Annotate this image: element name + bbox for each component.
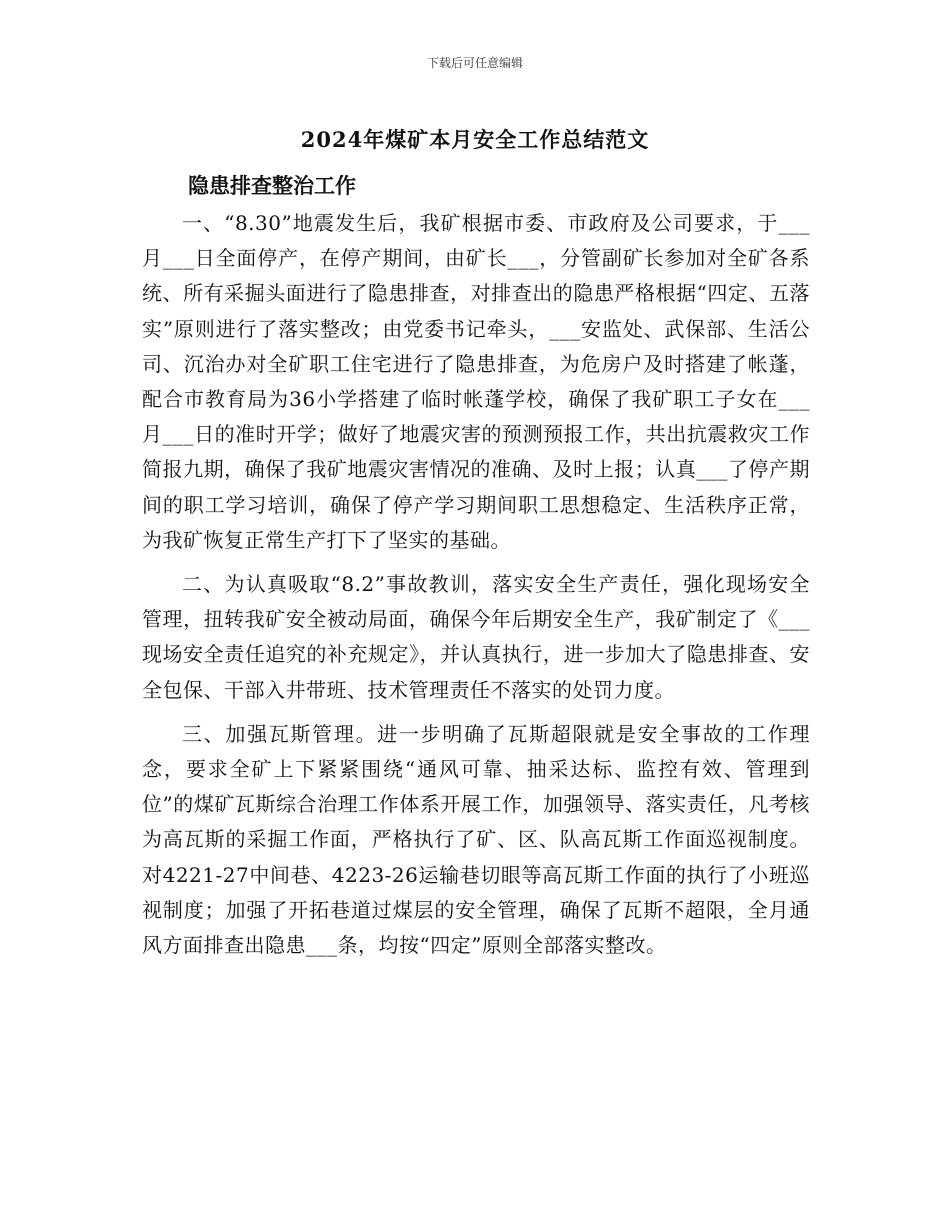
document-body <box>142 206 810 963</box>
header-note: 下载后可任意编辑 <box>426 56 523 70</box>
paragraph-1: 一、“8.30”地震发生后，我矿根据市委、市政府及公司要求，于___月___日全面停产，在停产期间，由矿长___，分管副矿长参加对全矿各系统、所有采掘头面进行了隐患排查，对排查出的隐患严格根据“四定、五落实”原则进行了落实整改；由党委书记牵头，___安监处、武保部、生活公司、沉治办对全矿职工住宅进行了隐患排查，为危房户及时搭建了帐蓬，配合市教育局为36小学搭建了临时帐蓬学校，确保了我矿职工子女在___月___日的准时开学；做好了地震灾害的预测预报工作，共出抗震救灾工作简报九期，确保了我矿地震灾害情况的准确、及时上报；认真___了停产期间的职工学习培训，确保了停产学习期间职工思想稳定、生活秩序正常，为我矿恢复正常生产打下了坚实的基础。 <box>142 211 810 552</box>
paragraph-3: 三、加强瓦斯管理。进一步明确了瓦斯超限就是安全事故的工作理念，要求全矿上下紧紧围绕“通风可靠、抽采达标、监控有效、管理到位”的煤矿瓦斯综合治理工作体系开展工作，加强领导、落实责任，凡考核为高瓦斯的采掘工作面，严格执行了矿、区、队高瓦斯工作面巡视制度。对4221-27中间巷、4223-26运输巷切眼等高瓦斯工作面的执行了小班巡视制度；加强了开拓巷道过煤层的安全管理，确保了瓦斯不超限，全月通风方面排查出隐患___条，均按“四定”原则全部落实整改。 <box>142 721 810 958</box>
paragraph-2: 二、为认真吸取“8.2”事故教训，落实安全生产责任，强化现场安全管理，扭转我矿安全被动局面，确保今年后期安全生产，我矿制定了《___现场安全责任追究的补充规定》，并认真执行，进一步加大了隐患排查、安全包保、干部入井带班、技术管理责任不落实的处罚力度。 <box>142 572 810 702</box>
document-title: 2024年煤矿本月安全工作总结范文 <box>300 127 650 152</box>
section-heading: 隐患排查整治工作 <box>188 173 356 198</box>
